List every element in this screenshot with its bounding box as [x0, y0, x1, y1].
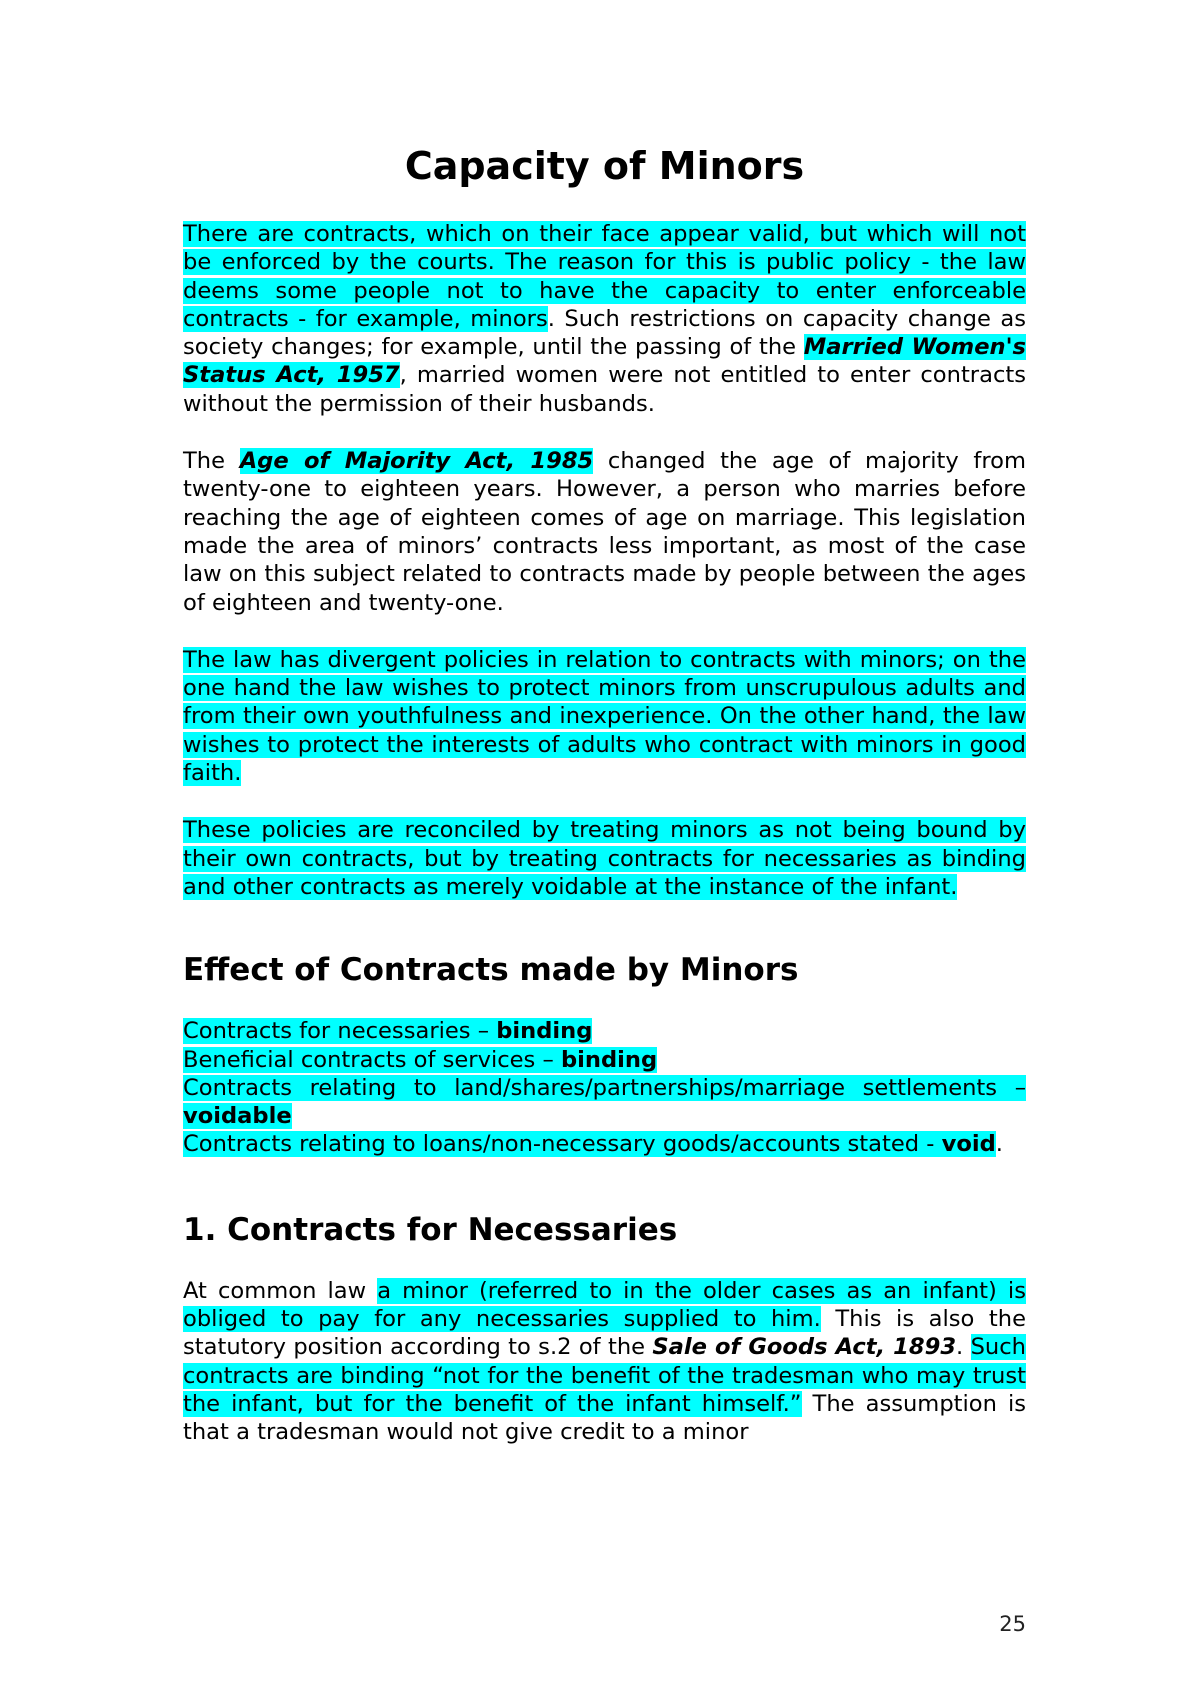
- item-text: Contracts for necessaries –: [183, 1018, 497, 1045]
- list-item: [183, 1017, 1026, 1045]
- section-heading-effect: Effect of Contracts made by Minors: [183, 952, 799, 989]
- statute-reference: Sale of Goods Act, 1893: [652, 1334, 957, 1361]
- highlight-text: [183, 1075, 1026, 1129]
- item-tail: .: [995, 1131, 1003, 1158]
- highlight-text: [183, 1131, 996, 1157]
- body-text: .: [956, 1334, 971, 1361]
- page-number: 25: [999, 1612, 1026, 1636]
- highlight-text: Such contracts are binding “not for the benefit of the tradesman who may trust the infant, but for the benefit of the infant himself.”: [183, 1334, 1026, 1417]
- list-item: [183, 1074, 1026, 1131]
- statute-reference: Married Women's Status Act, 1957: [183, 334, 1026, 389]
- effect-list: [183, 1017, 1026, 1158]
- highlight-text: These policies are reconciled by treating minors as not being bound by their own contracts, but by treating contracts for necessaries as binding and other contracts as merely voidable at the instance of the infant.: [183, 817, 1026, 900]
- paragraph-necessaries: [183, 1277, 1026, 1447]
- body-text: , married women were not entitled to enter contracts without the permission of their husbands.: [183, 362, 1026, 417]
- item-status: binding: [496, 1018, 593, 1045]
- statute-reference: Age of Majority Act, 1985: [239, 448, 594, 475]
- document-body: [183, 140, 1026, 1476]
- highlight-text: The law has divergent policies in relation to contracts with minors; on the one hand the law wishes to protect minors from unscrupulous adults and from their own youthfulness and inexperience. On the other hand, the law wishes to protect the interests of adults who contract with minors in good faith.: [183, 646, 1026, 787]
- paragraph-intro: [183, 220, 1026, 418]
- item-status: void: [941, 1131, 996, 1158]
- highlight-text: There are contracts, which on their face appear valid, but which will not be enforced by the courts. The reason for this is public policy - the law deems some people not to have the capacity to enter enforceable contracts - for example, minors: [183, 221, 1026, 332]
- body-text: . Such restrictions on capacity change as society changes; for example, until the passing of the: [183, 305, 1026, 361]
- list-item: [183, 1130, 1026, 1158]
- page-title: Capacity of Minors: [404, 144, 805, 188]
- item-status: binding: [560, 1046, 658, 1073]
- highlight-text: [183, 1018, 592, 1044]
- paragraph-policies: [183, 646, 1026, 787]
- item-text: Beneficial contracts of services –: [183, 1046, 561, 1073]
- item-status: voidable: [183, 1103, 292, 1130]
- body-text: changed the age of majority from twenty-one to eighteen years. However, a person who marries before reaching the age of eighteen comes of age on marriage. This legislation made the area of minors’ contracts less important, as most of the case law on this subject related to contracts made by people between the ages of eighteen and twenty-one.: [183, 448, 1026, 616]
- list-item: [183, 1046, 1026, 1074]
- body-text: At common law: [183, 1277, 378, 1304]
- paragraph-reconciled: [183, 816, 1026, 901]
- paragraph-age-of-majority: [183, 447, 1026, 617]
- body-text: The: [183, 448, 240, 475]
- body-text: The assumption is that a tradesman would not give credit to a minor: [183, 1390, 1027, 1446]
- item-text: Contracts relating to loans/non-necessary goods/accounts stated -: [183, 1131, 942, 1158]
- item-text: Contracts relating to land/shares/partnerships/marriage settlements –: [183, 1074, 1026, 1101]
- highlight-text: a minor (referred to in the older cases as an infant) is obliged to pay for any necessaries supplied to him.: [183, 1277, 1026, 1333]
- section-heading-necessaries: 1. Contracts for Necessaries: [183, 1211, 678, 1248]
- body-text: This is also the statutory position according to s.2 of the: [183, 1306, 1027, 1361]
- highlight-text: [183, 1047, 657, 1073]
